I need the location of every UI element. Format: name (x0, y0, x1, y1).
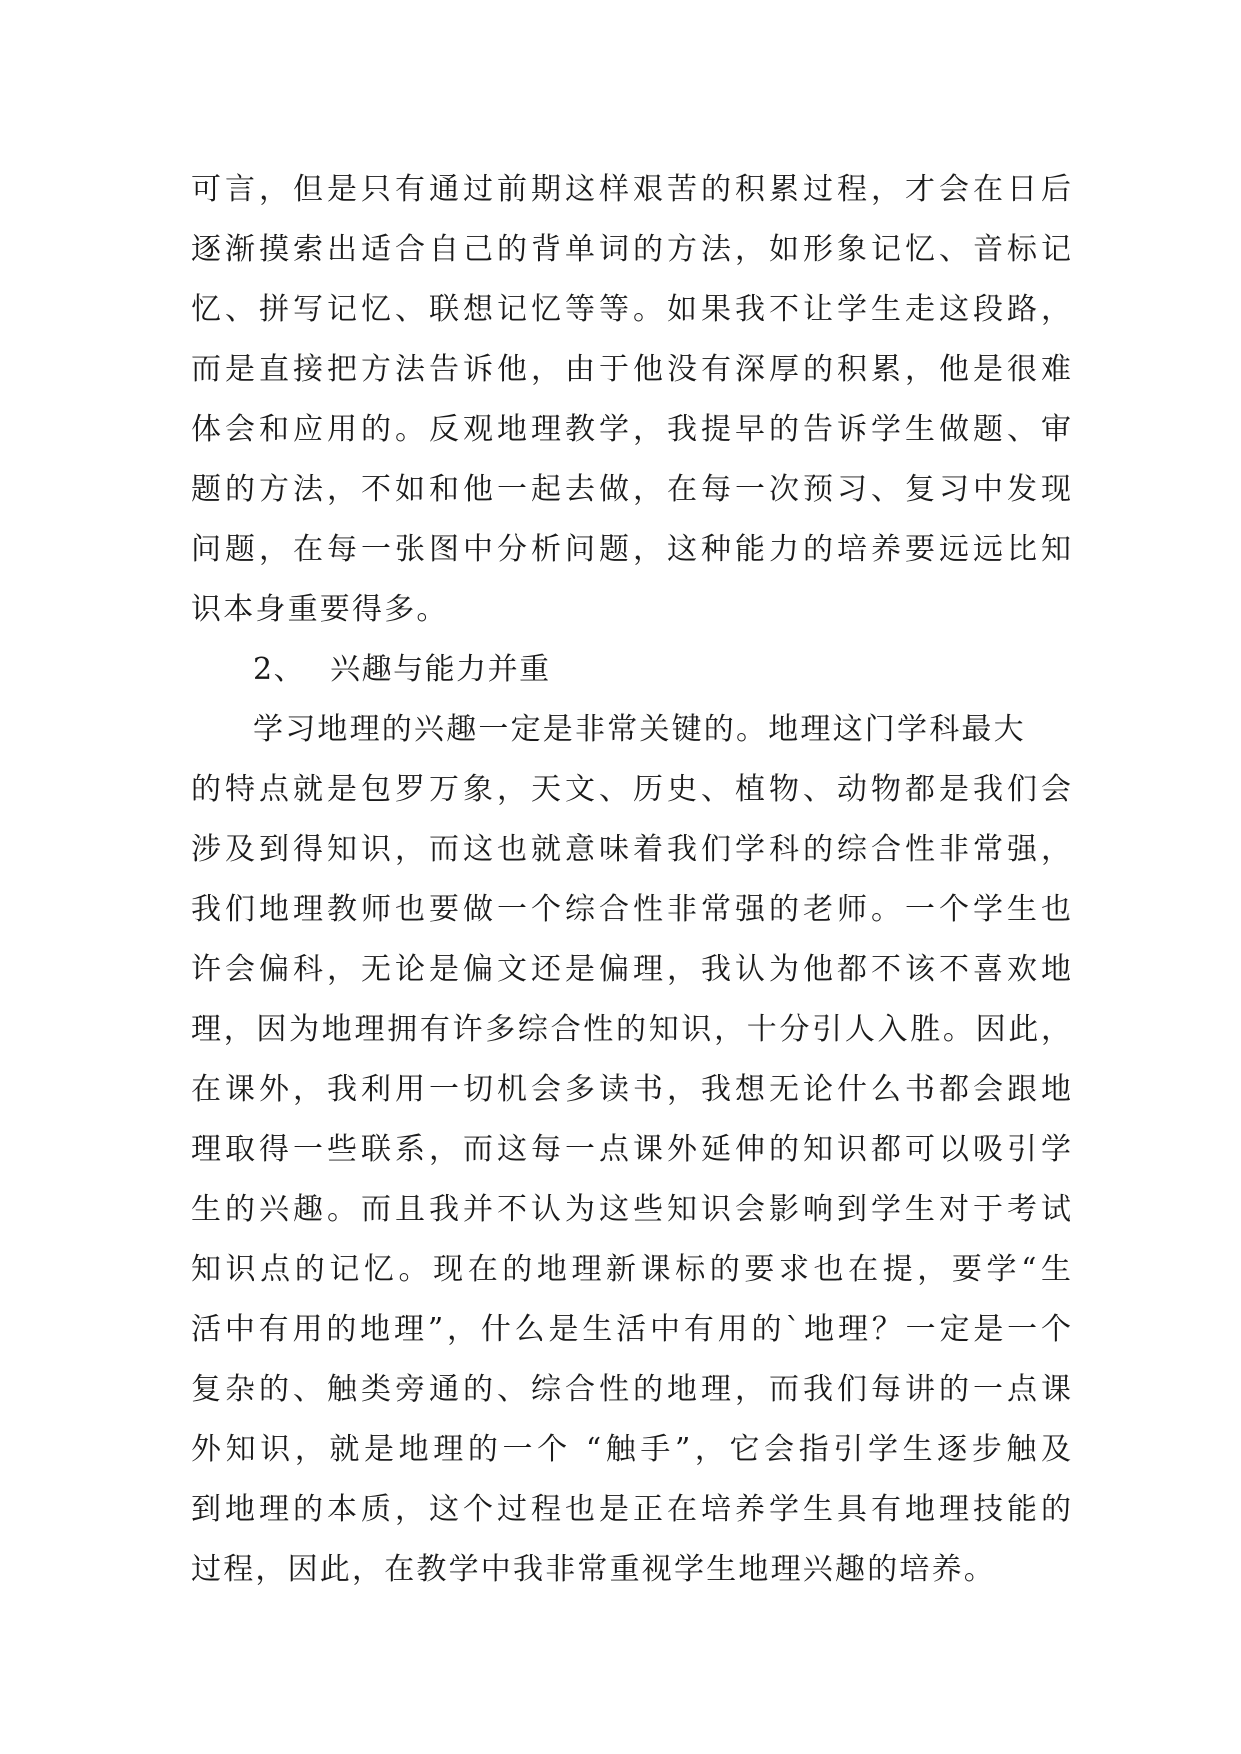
paragraph-line: 逐渐摸索出适合自己的背单词的方法，如形象记忆、音标记 (191, 232, 1071, 267)
paragraph-line: 问题，在每一张图中分析问题，这种能力的培养要远远比知 (191, 532, 1071, 567)
paragraph-line: 题的方法，不如和他一起去做，在每一次预习、复习中发现 (191, 472, 1071, 507)
paragraph-line: 而是直接把方法告诉他，由于他没有深厚的积累，他是很难 (191, 352, 1071, 387)
paragraph-line: 理，因为地理拥有许多综合性的知识，十分引人入胜。因此， (191, 1012, 1071, 1047)
paragraph-line: 涉及到得知识，而这也就意味着我们学科的综合性非常强， (191, 832, 1071, 867)
paragraph-line: 许会偏科，无论是偏文还是偏理，我认为他都不该不喜欢地 (191, 952, 1071, 987)
paragraph-continuation (191, 160, 1071, 640)
paragraph-line: 在课外，我利用一切机会多读书，我想无论什么书都会跟地 (191, 1072, 1071, 1107)
paragraph-line: 生的兴趣。而且我并不认为这些知识会影响到学生对于考试 (191, 1192, 1071, 1227)
paragraph-line: 理取得一些联系，而这每一点课外延伸的知识都可以吸引学 (191, 1132, 1071, 1167)
paragraph-line: 忆、拼写记忆、联想记忆等等。如果我不让学生走这段路， (191, 292, 1071, 327)
paragraph-line: 我们地理教师也要做一个综合性非常强的老师。一个学生也 (191, 892, 1071, 927)
paragraph-line: 体会和应用的。反观地理教学，我提早的告诉学生做题、审 (191, 412, 1071, 447)
paragraph-line: 复杂的、触类旁通的、综合性的地理，而我们每讲的一点课 (191, 1372, 1071, 1407)
document-body (191, 160, 1071, 1600)
paragraph-line: 到地理的本质，这个过程也是正在培养学生具有地理技能的 (191, 1492, 1071, 1527)
paragraph-line: 可言，但是只有通过前期这样艰苦的积累过程，才会在日后 (191, 172, 1071, 207)
section-title: 兴趣与能力并重 (330, 652, 551, 687)
paragraph-line: 学习地理的兴趣一定是非常关键的。地理这门学科最大 (253, 712, 1026, 747)
paragraph-line: 过程，因此，在教学中我非常重视学生地理兴趣的培养。 (191, 1552, 996, 1587)
paragraph-line: 知识点的记忆。现在的地理新课标的要求也在提，要学“生 (191, 1252, 1071, 1287)
paragraph-line: 外知识，就是地理的一个 “触手”，它会指引学生逐步触及 (191, 1432, 1071, 1467)
section-number: 2、 (253, 652, 306, 687)
paragraph-interest (191, 700, 1071, 1600)
paragraph-line: 识本身重要得多。 (191, 592, 449, 627)
paragraph-line: 活中有用的地理”，什么是生活中有用的`地理？一定是一个 (191, 1312, 1071, 1347)
section-heading (191, 640, 1071, 700)
paragraph-line: 的特点就是包罗万象，天文、历史、植物、动物都是我们会 (191, 772, 1071, 807)
